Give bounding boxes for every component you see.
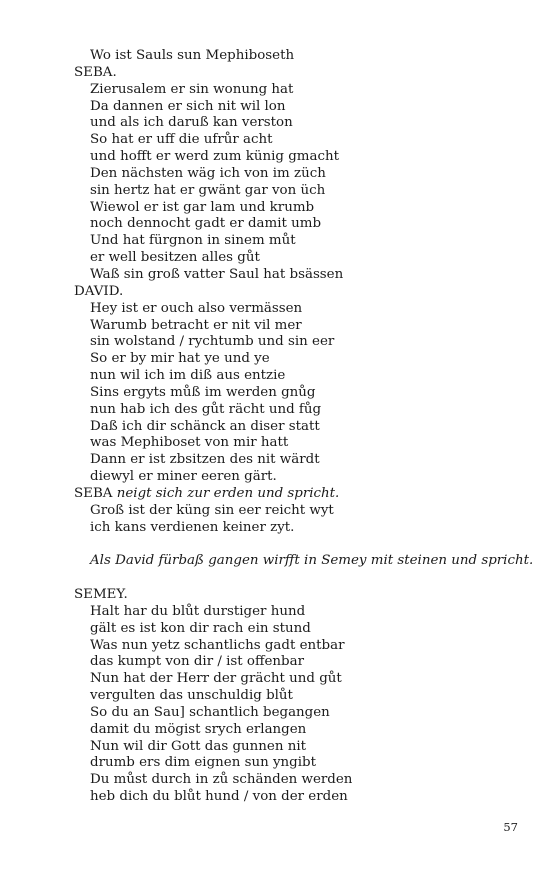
verse-line: noch dennocht gadt er damit umb — [90, 216, 322, 232]
verse-line: Dann er ist zbsitzen des nit wärdt — [90, 452, 320, 468]
verse-line: sin hertz hat er gwänt gar von üch — [90, 182, 326, 198]
verse-line: Den nächsten wäg ich von im züch — [90, 165, 326, 181]
verse-line: diewyl er miner eeren gärt. — [90, 469, 277, 485]
verse-line: ich kans verdienen keiner zyt. — [90, 519, 295, 535]
verse-line: Nun hat der Herr der grächt und gůt — [90, 671, 342, 687]
blank-line — [74, 570, 534, 587]
verse-line: sin wolstand / rychtumb und sin eer — [90, 334, 335, 350]
stage-direction: Als David fürbaß gangen wirfft in Semey mit steinen und spricht. — [90, 553, 534, 569]
verse-line: So hat er uff die ufrůr acht — [90, 132, 273, 148]
speaker-with-direction — [74, 486, 534, 503]
page-number: 57 — [503, 820, 518, 834]
stage-direction: neigt sich zur erden und spricht. — [116, 485, 340, 501]
blank-line — [74, 536, 534, 553]
speaker-name: DAVID. — [74, 283, 124, 299]
verse-line: nun wil ich im diß aus entzie — [90, 368, 286, 384]
verse-line: nun hab ich des gůt rächt und fůg — [90, 401, 322, 417]
verse-text — [74, 48, 534, 806]
verse-line: Halt har du blůt durstiger hund — [90, 603, 306, 619]
verse-line: Da dannen er sich nit wil lon — [90, 98, 286, 114]
verse-line: vergulten das unschuldig blůt — [90, 688, 293, 704]
verse-line: Warumb betracht er nit vil mer — [90, 317, 302, 333]
verse-line: damit du mögist srych erlangen — [90, 721, 307, 737]
verse-line: Wo ist Sauls sun Mephiboseth — [90, 48, 295, 63]
verse-line: er well besitzen alles gůt — [90, 250, 260, 266]
verse-line: Was nun yetz schantlichs gadt entbar — [90, 637, 345, 653]
verse-line: und als ich daruß kan verston — [90, 115, 293, 131]
verse-line: So er by mir hat ye und ye — [90, 351, 270, 367]
verse-line: das kumpt von dir / ist offenbar — [90, 654, 304, 670]
verse-line: Du můst durch in zů schänden werden — [90, 772, 353, 788]
verse-line: Groß ist der küng sin eer reicht wyt — [90, 502, 334, 518]
verse-line: Daß ich dir schänck an diser statt — [90, 418, 320, 434]
verse-line: Sins ergyts můß im werden gnůg — [90, 384, 316, 400]
verse-line: Zierusalem er sin wonung hat — [90, 81, 294, 97]
speaker-name: SEBA — [74, 485, 113, 501]
verse-line: Wiewol er ist gar lam und krumb — [90, 199, 315, 215]
verse-line: Nun wil dir Gott das gunnen nit — [90, 738, 307, 754]
verse-line: und hofft er werd zum künig gmacht — [90, 149, 339, 165]
verse-line: heb dich du blůt hund / von der erden — [90, 789, 348, 805]
verse-line: gält es ist kon dir rach ein stund — [90, 620, 311, 636]
verse-line: Hey ist er ouch also vermässen — [90, 300, 303, 316]
verse-line: So du an Sau] schantlich begangen — [90, 704, 330, 720]
speaker-name: SEMEY. — [74, 587, 128, 602]
speaker-name: SEBA. — [74, 64, 117, 80]
verse-line: Und hat fürgnon in sinem můt — [90, 233, 296, 249]
verse-line: was Mephiboset von mir hatt — [90, 435, 289, 451]
verse-line: Waß sin groß vatter Saul hat bsässen — [90, 266, 344, 282]
verse-line: drumb ers dim eignen sun yngibt — [90, 755, 316, 771]
